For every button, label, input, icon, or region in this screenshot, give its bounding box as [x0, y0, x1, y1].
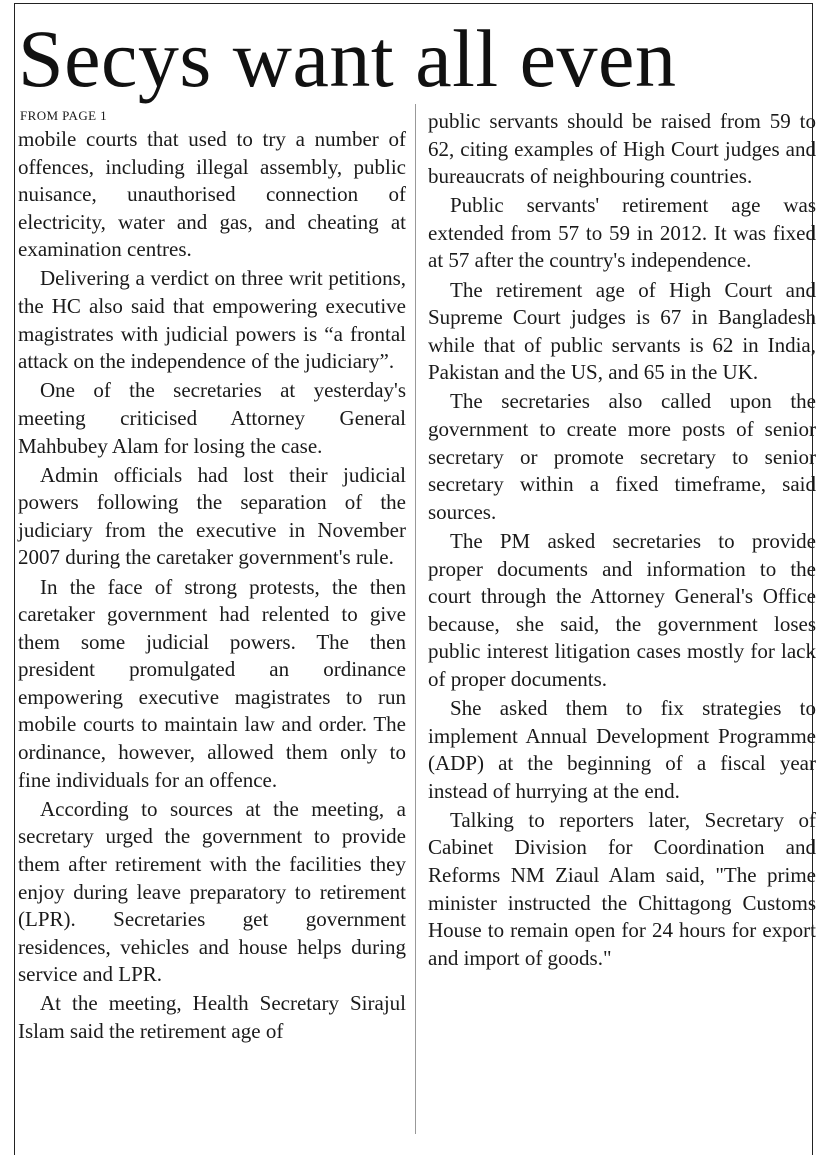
paragraph: At the meeting, Health Secretary Sirajul Islam said the retirement age of	[18, 991, 406, 1043]
left-border-rule	[14, 3, 15, 1155]
paragraph: public servants should be raised from 59 to 62, citing examples of High Court judges and bureaucrats of neighbouring countries.	[428, 109, 816, 189]
paragraph: Admin officials had lost their judicial powers following the separation of the judiciary from the executive in November 2007 during the caretaker government's rule.	[18, 462, 406, 570]
paragraph: mobile courts that used to try a number of offences, including illegal assembly, public nuisance, unauthorised connection of electricity, water and gas, and cheating at examination centres.	[18, 127, 406, 262]
continuation-kicker: FROM PAGE 1	[20, 108, 108, 123]
paragraph: The PM asked secretaries to provide proper documents and information to the court through the Attorney General's Office because, she said, the government loses public interest litigation cases mostly for lack of proper documents.	[428, 528, 816, 691]
paragraph: She asked them to fix strategies to implement Annual Development Programme (ADP) at the beginning of a fiscal year instead of hurrying at the end.	[428, 695, 816, 803]
paragraph: One of the secretaries at yesterday's meeting criticised Attorney General Mahbubey Alam for losing the case.	[18, 378, 406, 458]
article-column-left	[18, 106, 406, 1046]
paragraph: The retirement age of High Court and Supreme Court judges is 67 in Bangladesh while that of public servants is 62 in India, Pakistan and the US, and 65 in the UK.	[428, 277, 816, 385]
top-border-rule	[14, 3, 812, 4]
paragraph: Delivering a verdict on three writ petitions, the HC also said that empowering executive magistrates with judicial powers is “a frontal attack on the independence of the judiciary”.	[18, 266, 406, 374]
column-divider	[415, 104, 416, 1134]
paragraph: Public servants' retirement age was extended from 57 to 59 in 2012. It was fixed at 57 after the country's independence.	[428, 193, 816, 273]
paragraph: The secretaries also called upon the government to create more posts of senior secretary or promote secretary to senior secretary within a fixed timeframe, said sources.	[428, 389, 816, 524]
paragraph: Talking to reporters later, Secretary of Cabinet Division for Coordination and Reforms NM Ziaul Alam said, "The prime minister instructed the Chittagong Customs House to remain open for 24 hours for export and import of goods."	[428, 807, 816, 970]
article-column-right	[428, 108, 816, 972]
paragraph: In the face of strong protests, the then caretaker government had relented to give them some judicial powers. The then president promulgated an ordinance empowering executive magistrates to run mobile courts to maintain law and order. The ordinance, however, allowed them only to fine individuals for an offence.	[18, 574, 406, 792]
paragraph: According to sources at the meeting, a secretary urged the government to provide them after retirement with the facilities they enjoy during leave preparatory to retirement (LPR). Secretaries get government residences, vehicles and house helps during service and LPR.	[18, 796, 406, 987]
headline: Secys want all even	[18, 13, 677, 104]
